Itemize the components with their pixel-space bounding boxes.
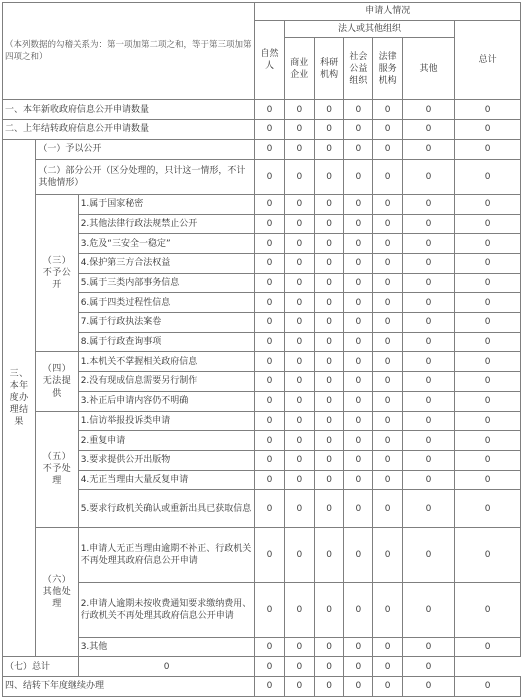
value-cell: 0 <box>373 120 402 140</box>
row-label: 1.信访举报投诉类申请 <box>78 411 255 431</box>
header-natural-person: 自然人 <box>255 20 284 100</box>
value-cell: 0 <box>455 582 521 637</box>
value-cell: 0 <box>373 159 402 194</box>
value-cell: 0 <box>284 120 314 140</box>
value-cell: 0 <box>373 313 402 333</box>
value-cell: 0 <box>373 234 402 254</box>
row-label: 二、上年结转政府信息公开申请数量 <box>3 120 255 140</box>
value-cell: 0 <box>255 637 284 657</box>
row-label: 4.无正当理由大量反复申请 <box>78 470 255 490</box>
value-cell: 0 <box>314 332 343 352</box>
value-cell: 0 <box>255 470 284 490</box>
value-cell: 0 <box>455 352 521 372</box>
value-cell: 0 <box>373 194 402 214</box>
value-cell: 0 <box>255 253 284 273</box>
value-cell: 0 <box>255 411 284 431</box>
table-row <box>3 332 521 352</box>
value-cell: 0 <box>344 120 373 140</box>
value-cell: 0 <box>373 352 402 372</box>
value-cell: 0 <box>255 352 284 372</box>
value-cell: 0 <box>455 332 521 352</box>
value-cell: 0 <box>402 582 455 637</box>
value-cell: 0 <box>455 273 521 293</box>
row-label: 1.申请人无正当理由逾期不补正、行政机关不再处理其政府信息公开申请 <box>78 527 255 582</box>
value-cell: 0 <box>284 332 314 352</box>
table-row <box>3 159 521 194</box>
value-cell: 0 <box>402 139 455 159</box>
value-cell: 0 <box>284 490 314 527</box>
header-row-1 <box>3 3 521 21</box>
value-cell: 0 <box>314 470 343 490</box>
cannot-provide-group: （四）无法提供 <box>36 352 78 411</box>
value-cell: 0 <box>373 527 402 582</box>
value-cell: 0 <box>402 159 455 194</box>
row-label: 1.本机关不掌握相关政府信息 <box>78 352 255 372</box>
table-row <box>3 391 521 411</box>
value-cell: 0 <box>455 159 521 194</box>
value-cell: 0 <box>255 214 284 234</box>
value-cell: 0 <box>344 273 373 293</box>
value-cell: 0 <box>373 582 402 637</box>
value-cell: 0 <box>314 391 343 411</box>
value-cell: 0 <box>455 214 521 234</box>
value-cell: 0 <box>455 470 521 490</box>
value-cell: 0 <box>402 332 455 352</box>
value-cell: 0 <box>344 253 373 273</box>
value-cell: 0 <box>402 234 455 254</box>
table-row <box>3 139 521 159</box>
value-cell: 0 <box>284 470 314 490</box>
row-label: （七）总计 <box>3 657 79 677</box>
value-cell: 0 <box>255 677 284 697</box>
value-cell: 0 <box>344 100 373 120</box>
value-cell: 0 <box>314 637 343 657</box>
value-cell: 0 <box>344 637 373 657</box>
value-cell: 0 <box>402 253 455 273</box>
value-cell: 0 <box>402 273 455 293</box>
header-other: 其他 <box>402 38 455 100</box>
value-cell: 0 <box>255 490 284 527</box>
value-cell: 0 <box>402 293 455 313</box>
value-cell: 0 <box>314 120 343 140</box>
row-label: 6.属于四类过程性信息 <box>78 293 255 313</box>
value-cell: 0 <box>344 391 373 411</box>
table-row <box>3 313 521 333</box>
value-cell: 0 <box>373 431 402 451</box>
value-cell: 0 <box>255 313 284 333</box>
value-cell: 0 <box>284 352 314 372</box>
table-row <box>3 214 521 234</box>
value-cell: 0 <box>344 451 373 471</box>
value-cell: 0 <box>255 139 284 159</box>
value-cell: 0 <box>255 527 284 582</box>
value-cell: 0 <box>314 677 343 697</box>
value-cell: 0 <box>255 194 284 214</box>
value-cell: 0 <box>455 234 521 254</box>
value-cell: 0 <box>402 490 455 527</box>
value-cell: 0 <box>344 234 373 254</box>
value-cell: 0 <box>455 431 521 451</box>
table-row <box>3 253 521 273</box>
value-cell: 0 <box>344 582 373 637</box>
value-cell: 0 <box>284 431 314 451</box>
table-row <box>3 293 521 313</box>
value-cell: 0 <box>284 657 314 677</box>
row-label: 7.属于行政执法案卷 <box>78 313 255 333</box>
value-cell: 0 <box>314 411 343 431</box>
table-row <box>3 451 521 471</box>
value-cell: 0 <box>284 677 314 697</box>
value-cell: 0 <box>255 273 284 293</box>
value-cell: 0 <box>344 490 373 527</box>
value-cell: 0 <box>314 293 343 313</box>
value-cell: 0 <box>373 637 402 657</box>
row-label: 3.补正后申请内容仍不明确 <box>78 391 255 411</box>
value-cell: 0 <box>284 411 314 431</box>
value-cell: 0 <box>344 470 373 490</box>
value-cell: 0 <box>284 527 314 582</box>
value-cell: 0 <box>373 214 402 234</box>
row-label: 四、结转下年度继续办理 <box>3 677 255 697</box>
value-cell: 0 <box>402 657 455 677</box>
value-cell: 0 <box>284 372 314 392</box>
table-row <box>3 637 521 657</box>
value-cell: 0 <box>455 527 521 582</box>
value-cell: 0 <box>455 391 521 411</box>
value-cell: 0 <box>284 582 314 637</box>
value-cell: 0 <box>284 313 314 333</box>
header-legal-persons: 法人或其他组织 <box>284 20 455 38</box>
value-cell: 0 <box>344 293 373 313</box>
value-cell: 0 <box>314 214 343 234</box>
value-cell: 0 <box>284 637 314 657</box>
value-cell: 0 <box>255 234 284 254</box>
value-cell: 0 <box>255 372 284 392</box>
value-cell: 0 <box>314 273 343 293</box>
value-cell: 0 <box>455 490 521 527</box>
header-applicant-situation: 申请人情况 <box>255 3 521 21</box>
value-cell: 0 <box>373 293 402 313</box>
value-cell: 0 <box>455 253 521 273</box>
value-cell: 0 <box>314 657 343 677</box>
value-cell: 0 <box>344 214 373 234</box>
row-label: 一、本年新收政府信息公开申请数量 <box>3 100 255 120</box>
value-cell: 0 <box>255 657 284 677</box>
row-label: 5.要求行政机关确认或重新出具已获取信息 <box>78 490 255 527</box>
value-cell: 0 <box>344 527 373 582</box>
value-cell: 0 <box>314 582 343 637</box>
value-cell: 0 <box>402 194 455 214</box>
value-cell: 0 <box>455 451 521 471</box>
section-three-group: 三、本年度办理结果 <box>3 139 36 657</box>
value-cell: 0 <box>284 451 314 471</box>
value-cell: 0 <box>373 332 402 352</box>
value-cell: 0 <box>455 677 521 697</box>
table-row <box>3 470 521 490</box>
value-cell: 0 <box>402 637 455 657</box>
row-label: 2.申请人逾期未按收费通知要求缴纳费用、行政机关不再处理其政府信息公开申请 <box>78 582 255 637</box>
header-total: 总计 <box>455 20 521 100</box>
value-cell: 0 <box>455 120 521 140</box>
value-cell: 0 <box>402 352 455 372</box>
value-cell: 0 <box>373 470 402 490</box>
value-cell: 0 <box>255 431 284 451</box>
value-cell: 0 <box>314 234 343 254</box>
header-note: （本列数据的勾稽关系为：第一项加第二项之和，等于第三项加第四项之和） <box>3 3 255 100</box>
table-row <box>3 100 521 120</box>
value-cell: 0 <box>314 139 343 159</box>
value-cell: 0 <box>455 293 521 313</box>
value-cell: 0 <box>455 139 521 159</box>
value-cell: 0 <box>314 352 343 372</box>
value-cell: 0 <box>314 100 343 120</box>
row-label: （二）部分公开（区分处理的，只计这一情形，不计其他情形） <box>36 159 255 194</box>
table-row <box>3 372 521 392</box>
value-cell: 0 <box>344 657 373 677</box>
row-label: 2.重复申请 <box>78 431 255 451</box>
not-public-group: （三）不予公开 <box>36 194 78 352</box>
row-label: 3.要求提供公开出版物 <box>78 451 255 471</box>
value-cell: 0 <box>255 120 284 140</box>
row-label: 3.危及“三安全一稳定” <box>78 234 255 254</box>
table-row <box>3 527 521 582</box>
value-cell: 0 <box>284 159 314 194</box>
value-cell: 0 <box>344 159 373 194</box>
row-label: 4.保护第三方合法权益 <box>78 253 255 273</box>
header-commercial: 商业企业 <box>284 38 314 100</box>
value-cell: 0 <box>344 194 373 214</box>
value-cell: 0 <box>373 139 402 159</box>
value-cell: 0 <box>373 372 402 392</box>
value-cell: 0 <box>373 391 402 411</box>
value-cell: 0 <box>373 451 402 471</box>
value-cell: 0 <box>344 411 373 431</box>
table-row <box>3 490 521 527</box>
value-cell: 0 <box>402 431 455 451</box>
value-cell: 0 <box>255 451 284 471</box>
row-label: 5.属于三类内部事务信息 <box>78 273 255 293</box>
table-row <box>3 431 521 451</box>
value-cell: 0 <box>255 582 284 637</box>
value-cell: 0 <box>284 391 314 411</box>
value-cell: 0 <box>402 527 455 582</box>
value-cell: 0 <box>284 253 314 273</box>
value-cell: 0 <box>284 214 314 234</box>
value-cell: 0 <box>255 391 284 411</box>
value-cell: 0 <box>344 677 373 697</box>
table-row <box>3 273 521 293</box>
value-cell: 0 <box>344 313 373 333</box>
value-cell: 0 <box>344 332 373 352</box>
value-cell: 0 <box>373 657 402 677</box>
table-row <box>3 234 521 254</box>
value-cell: 0 <box>314 451 343 471</box>
value-cell: 0 <box>314 372 343 392</box>
table-row <box>3 120 521 140</box>
value-cell: 0 <box>284 100 314 120</box>
value-cell: 0 <box>284 293 314 313</box>
value-cell: 0 <box>402 214 455 234</box>
other-processing-group: （六）其他处理 <box>36 527 78 657</box>
value-cell: 0 <box>455 100 521 120</box>
value-cell: 0 <box>402 313 455 333</box>
value-cell: 0 <box>255 332 284 352</box>
value-cell: 0 <box>402 120 455 140</box>
value-cell: 0 <box>455 637 521 657</box>
row-label: 2.没有现成信息需要另行制作 <box>78 372 255 392</box>
value-cell: 0 <box>373 490 402 527</box>
table-row <box>3 352 521 372</box>
header-research: 科研机构 <box>314 38 343 100</box>
value-cell: 0 <box>402 391 455 411</box>
value-cell: 0 <box>402 411 455 431</box>
value-cell: 0 <box>373 677 402 697</box>
value-cell: 0 <box>344 352 373 372</box>
value-cell: 0 <box>78 657 255 677</box>
not-processed-group: （五）不予处理 <box>36 411 78 527</box>
value-cell: 0 <box>314 159 343 194</box>
value-cell: 0 <box>255 293 284 313</box>
row-label: 1.属于国家秘密 <box>78 194 255 214</box>
value-cell: 0 <box>314 431 343 451</box>
header-legal-service: 法律服务机构 <box>373 38 402 100</box>
value-cell: 0 <box>344 139 373 159</box>
value-cell: 0 <box>255 159 284 194</box>
value-cell: 0 <box>284 194 314 214</box>
value-cell: 0 <box>455 372 521 392</box>
value-cell: 0 <box>455 411 521 431</box>
value-cell: 0 <box>314 313 343 333</box>
value-cell: 0 <box>455 194 521 214</box>
header-social-welfare: 社会公益组织 <box>344 38 373 100</box>
row-label: （一）予以公开 <box>36 139 255 159</box>
table-row <box>3 411 521 431</box>
value-cell: 0 <box>284 273 314 293</box>
value-cell: 0 <box>402 451 455 471</box>
value-cell: 0 <box>402 372 455 392</box>
value-cell: 0 <box>314 527 343 582</box>
value-cell: 0 <box>284 234 314 254</box>
value-cell: 0 <box>373 273 402 293</box>
value-cell: 0 <box>373 100 402 120</box>
value-cell: 0 <box>255 100 284 120</box>
value-cell: 0 <box>284 139 314 159</box>
row-label: 2.其他法律行政法规禁止公开 <box>78 214 255 234</box>
table-row <box>3 677 521 697</box>
value-cell: 0 <box>344 431 373 451</box>
value-cell: 0 <box>373 411 402 431</box>
value-cell: 0 <box>314 490 343 527</box>
value-cell: 0 <box>344 372 373 392</box>
value-cell: 0 <box>314 253 343 273</box>
value-cell: 0 <box>373 253 402 273</box>
value-cell: 0 <box>455 313 521 333</box>
value-cell: 0 <box>402 100 455 120</box>
table-row <box>3 194 521 214</box>
table-row <box>3 582 521 637</box>
value-cell: 0 <box>402 677 455 697</box>
statistics-table <box>2 2 521 697</box>
value-cell: 0 <box>402 470 455 490</box>
row-label: 3.其他 <box>78 637 255 657</box>
row-label: 8.属于行政查询事项 <box>78 332 255 352</box>
table-row <box>3 657 521 677</box>
value-cell: 0 <box>314 194 343 214</box>
